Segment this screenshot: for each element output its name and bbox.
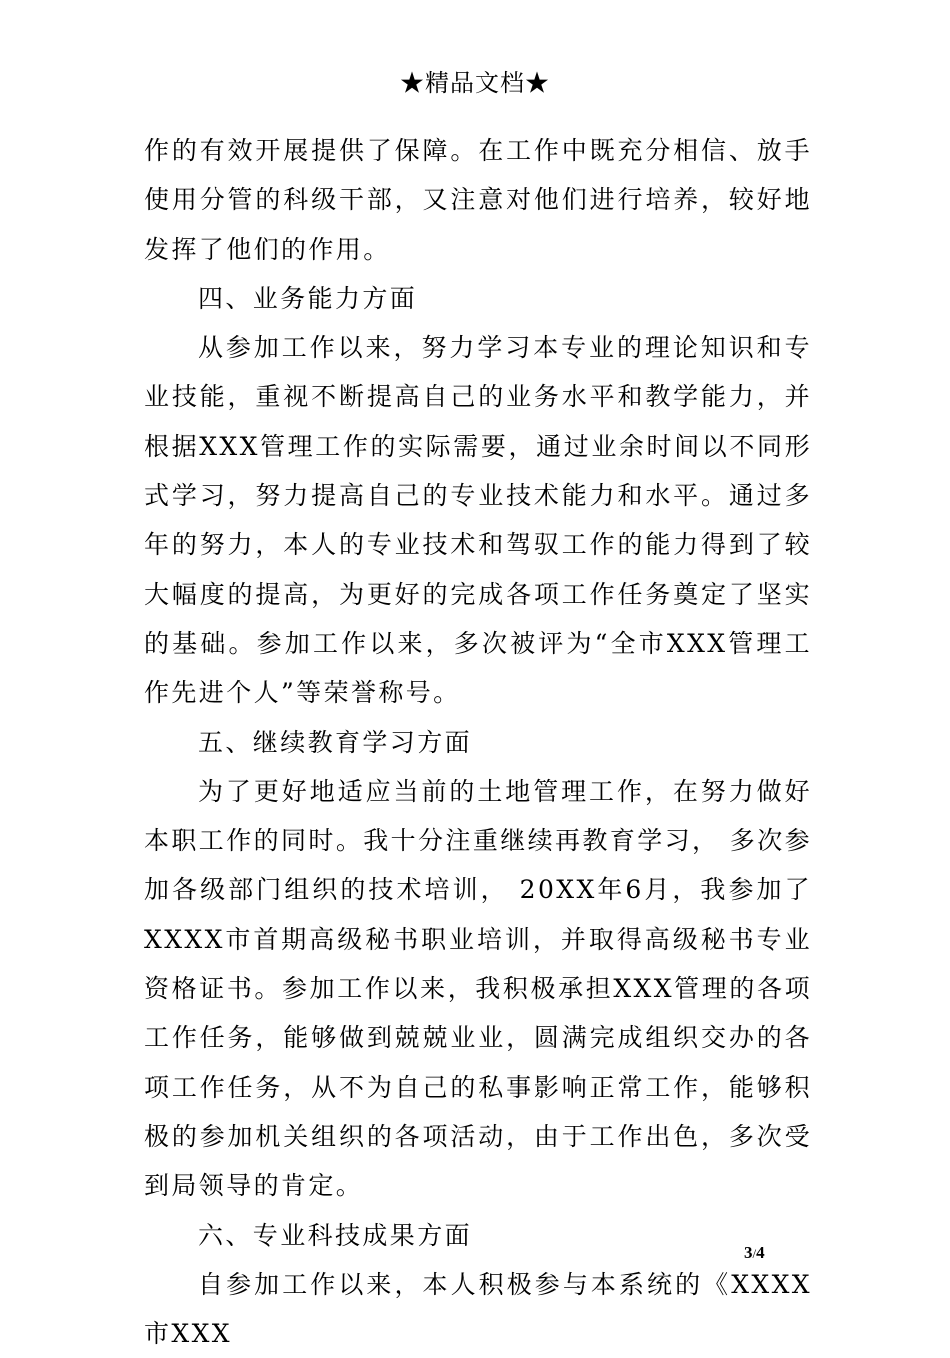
page-number-separator: / — [752, 1246, 757, 1261]
section-heading: 六、专业科技成果方面 — [198, 1220, 473, 1250]
page-number-current: 3 — [744, 1243, 753, 1262]
body-paragraph: 自参加工作以来，本人积极参与本系统的《XXXX市XXX — [144, 1269, 812, 1349]
page-number-total: 4 — [756, 1243, 765, 1262]
body-paragraph: 从参加工作以来，努力学习本专业的理论知识和专业技能，重视不断提高自己的业务水平和教学能力，并根据XXX管理工作的实际需要，通过业余时间以不同形式学习，努力提高自己的专业技术能力和水平。通过多年的努力，本人的专业技术和驾驭工作的能力得到了较大幅度的提高，为更好的完成各项工作任务奠定了坚实的基础。参加工作以来，多次被评为“全市XXX管理工作先进个人”等荣誉称号。 — [144, 333, 812, 708]
page-header-title: ★精品文档★ — [400, 69, 550, 97]
document-body — [144, 126, 812, 1358]
body-paragraph: 作的有效开展提供了保障。在工作中既充分相信、放手使用分管的科级干部，又注意对他们进行培养，较好地发挥了他们的作用。 — [144, 136, 812, 264]
section-heading: 五、继续教育学习方面 — [198, 727, 473, 757]
body-paragraph: 为了更好地适应当前的土地管理工作，在努力做好本职工作的同时。我十分注重继续再教育学习， 多次参加各级部门组织的技术培训， 20XX年6月，我参加了XXXX市首期高级秘书职业培训，并取得高级秘书专业资格证书。参加工作以来，我积极承担XXX管理的各项工作任务，能够做到兢兢业业，圆满完成组织交办的各项工作任务，从不为自己的私事影响正常工作，能够积极的参加机关组织的各项活动，由于工作出色，多次受到局领导的肯定。 — [144, 776, 812, 1201]
section-heading: 四、业务能力方面 — [198, 283, 418, 313]
page-number — [744, 1242, 765, 1265]
